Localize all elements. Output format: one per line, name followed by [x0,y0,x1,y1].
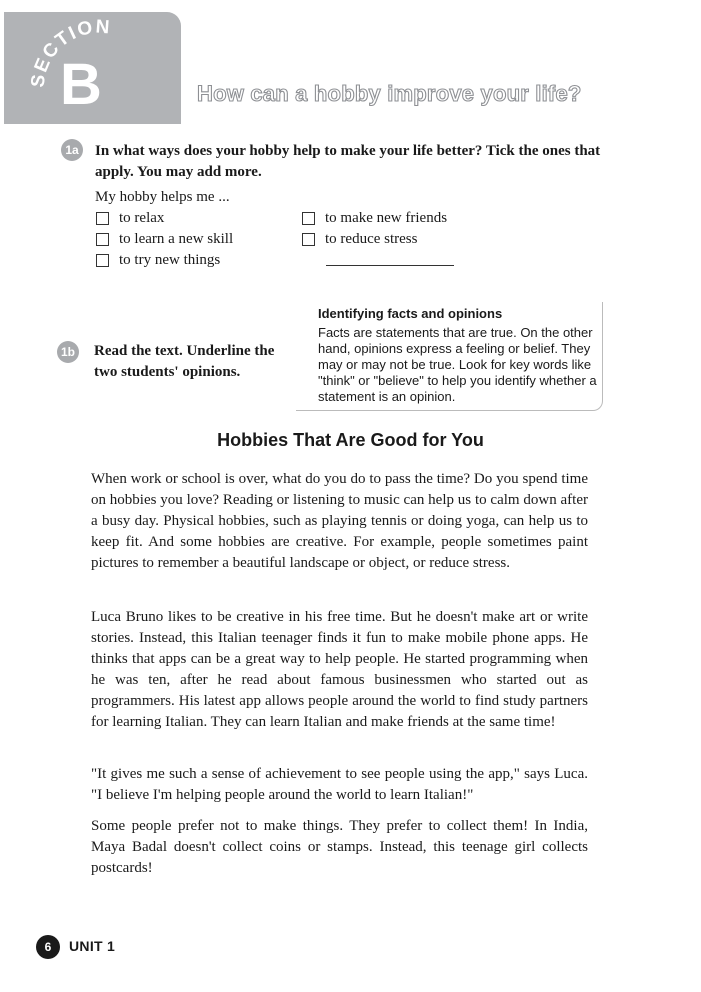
article-paragraph: When work or school is over, what do you do to pass the time? Do you spend time on hobbies you love? Reading or listening to music can help us to calm down after a busy day. Physical hobbies, such as playing tennis or doing yoga, can help us to keep fit. And some hobbies are creative. For example, people sometimes paint pictures to remember a beautiful landscape or object, or reduce stress. [91,471,588,571]
page-title: How can a hobby improve your life? [197,81,582,106]
section-letter: B [60,52,102,117]
article-title: Hobbies That Are Good for You [217,430,484,450]
checkbox-label: to relax [119,210,165,226]
checkbox[interactable] [302,212,315,225]
exercise-1b-badge: 1b [57,341,79,363]
checkbox-option[interactable] [302,210,447,227]
checkbox-label: to learn a new skill [119,231,234,247]
tip-body: Facts are statements that are true. On the other hand, opinions express a feeling or belief. They may or may not be true. Look for key words like "think" or "believe" to help you identify whether a statement is an opinion. [318,325,597,404]
checkbox[interactable] [96,212,109,225]
checkbox-option[interactable] [96,252,220,269]
page-number: 6 [36,935,60,959]
checkbox-label: to make new friends [325,210,448,226]
checkbox[interactable] [302,233,315,246]
tip-title: Identifying facts and opinions [318,306,503,321]
article-paragraph: Some people prefer not to make things. They prefer to collect them! In India, Maya Badal doesn't collect coins or stamps. Instead, this teenage girl collects postcards! [91,818,588,876]
checkbox-label: to reduce stress [325,231,418,247]
checkbox-option[interactable] [96,231,233,248]
article-paragraph: "It gives me such a sense of achievement to see people using the app," says Luca. "I believe I'm helping people around the world to learn Italian!" [91,766,588,803]
unit-label: UNIT 1 [69,938,116,954]
exercise-1b-instruction: Read the text. Underline the two students' opinions. [94,343,275,380]
checkbox[interactable] [96,254,109,267]
section-word: SECTION [27,16,113,89]
checkbox[interactable] [96,233,109,246]
section-header-block [4,12,181,124]
checkbox-option[interactable] [302,231,417,248]
write-in-line[interactable] [326,265,454,266]
checkbox-label: to try new things [119,252,221,268]
checkbox-option[interactable] [96,210,164,227]
exercise-1a-badge: 1a [61,139,83,161]
exercise-1a-instruction: In what ways does your hobby help to make your life better? Tick the ones that apply. You may add more. [95,143,601,180]
exercise-1a-lead: My hobby helps me ... [95,189,230,205]
article-paragraph: Luca Bruno likes to be creative in his free time. But he doesn't make art or write stories. Instead, this Italian teenager finds it fun to make mobile phone apps. He thinks that apps can be a great way to help people. He started programming when he was ten, after he read about famous businessmen who started out as programmers. His latest app allows people around the world to find study partners for learning Italian. They can learn Italian and make friends at the same time! [91,609,588,730]
